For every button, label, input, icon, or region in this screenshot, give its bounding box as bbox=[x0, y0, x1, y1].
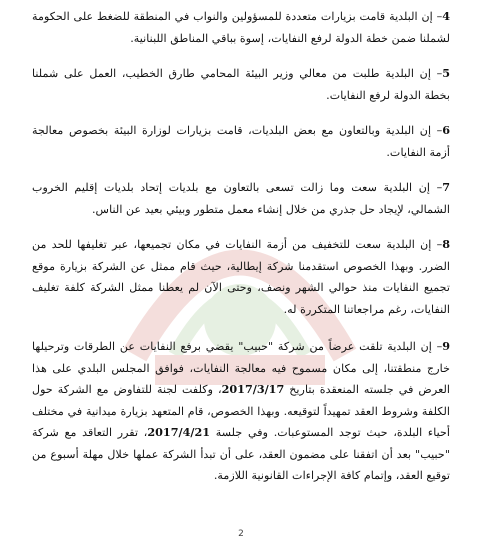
paragraph-number: 6 bbox=[442, 123, 450, 137]
paragraph-6 bbox=[32, 120, 450, 163]
paragraph-4 bbox=[32, 6, 450, 49]
paragraph-text: – إن البلدية طلبت من معالي وزير البيئة المحامي طارق الخطيب، العمل على شملنا بخطة الدولة لرفع النفايات. bbox=[32, 67, 450, 102]
paragraph-text: – إن البلدية سعت وما زالت تسعى بالتعاون مع بلديات إتحاد بلديات إقليم الخروب الشمالي، لإيجاد حل جذري من خلال إنشاء معمل متطور وبيئي بعيد عن الناس. bbox=[32, 181, 450, 216]
paragraph-number: 7 bbox=[442, 180, 450, 194]
document-body bbox=[32, 6, 450, 501]
paragraph-9 bbox=[32, 336, 450, 487]
meeting-date-1: 2017/3/17 bbox=[221, 382, 285, 396]
paragraph-number: 9 bbox=[442, 339, 450, 353]
paragraph-text: – إن البلدية وبالتعاون مع بعض البلديات، قامت بزيارات لوزارة البيئة بخصوص معالجة أزمة النفايات. bbox=[32, 124, 450, 159]
paragraph-text: – إن البلدية قامت بزيارات متعددة للمسؤولين والنواب في المنطقة للضغط على الحكومة لشملنا ضمن خطة الدولة لرفع النفايات، إسوة بباقي المناطق اللبنانية. bbox=[32, 10, 450, 45]
meeting-date-2: 2017/4/21 bbox=[147, 425, 211, 439]
paragraph-7 bbox=[32, 177, 450, 220]
paragraph-text: ، تقرر التعاقد مع شركة "حبيب" بعد أن اتفقنا على مضمون العقد، على أن تبدأ الشركة عملها خلال مهلة أسبوع من توقيع العقد، وإتمام كافة الإجراءات القانونية اللازمة. bbox=[32, 426, 450, 482]
paragraph-number: 5 bbox=[442, 66, 450, 80]
paragraph-text: – إن البلدية تلقت عرضاً من شركة "حبيب" يقضي برفع النفايات عن الطرقات وترحيلها خارج منطقتنا، إلى مكان مسموح فيه معالجة النفايات، فوافق المجلس البلدي على هذا العرض في جلسته المنعقدة بتاريخ bbox=[32, 340, 451, 396]
page-number: 2 bbox=[238, 529, 244, 539]
paragraph-number: 8 bbox=[442, 237, 450, 251]
paragraph-5 bbox=[32, 63, 450, 106]
paragraph-text: ، وكلفت لجنة للتفاوض مع الشركة حول الكلفة وشروط العقد تمهيداً لتوقيعه. وبهذا الخصوص، قام المتعهد بزيارة ميدانية في مختلف أحياء البلدة، حيث توجد المستوعبات. وفي جلسة bbox=[32, 383, 450, 439]
paragraph-8 bbox=[32, 234, 450, 320]
paragraph-text: – إن البلدية سعت للتخفيف من أزمة النفايات في مكان تجميعها، عبر تغليفها للحد من الضرر. وبهذا الخصوص استقدمنا شركة إيطالية، حيث قام ممثل عن الشركة بزيارة موقع تجميع النفايات منذ حوالي الشهر ونصف، وحتى الآن لم يعطنا ممثل الشركة كلفة تغليف النفايات، رغم مراجعاتنا المتكررة له. bbox=[32, 238, 450, 316]
paragraph-number: 4 bbox=[442, 9, 450, 23]
